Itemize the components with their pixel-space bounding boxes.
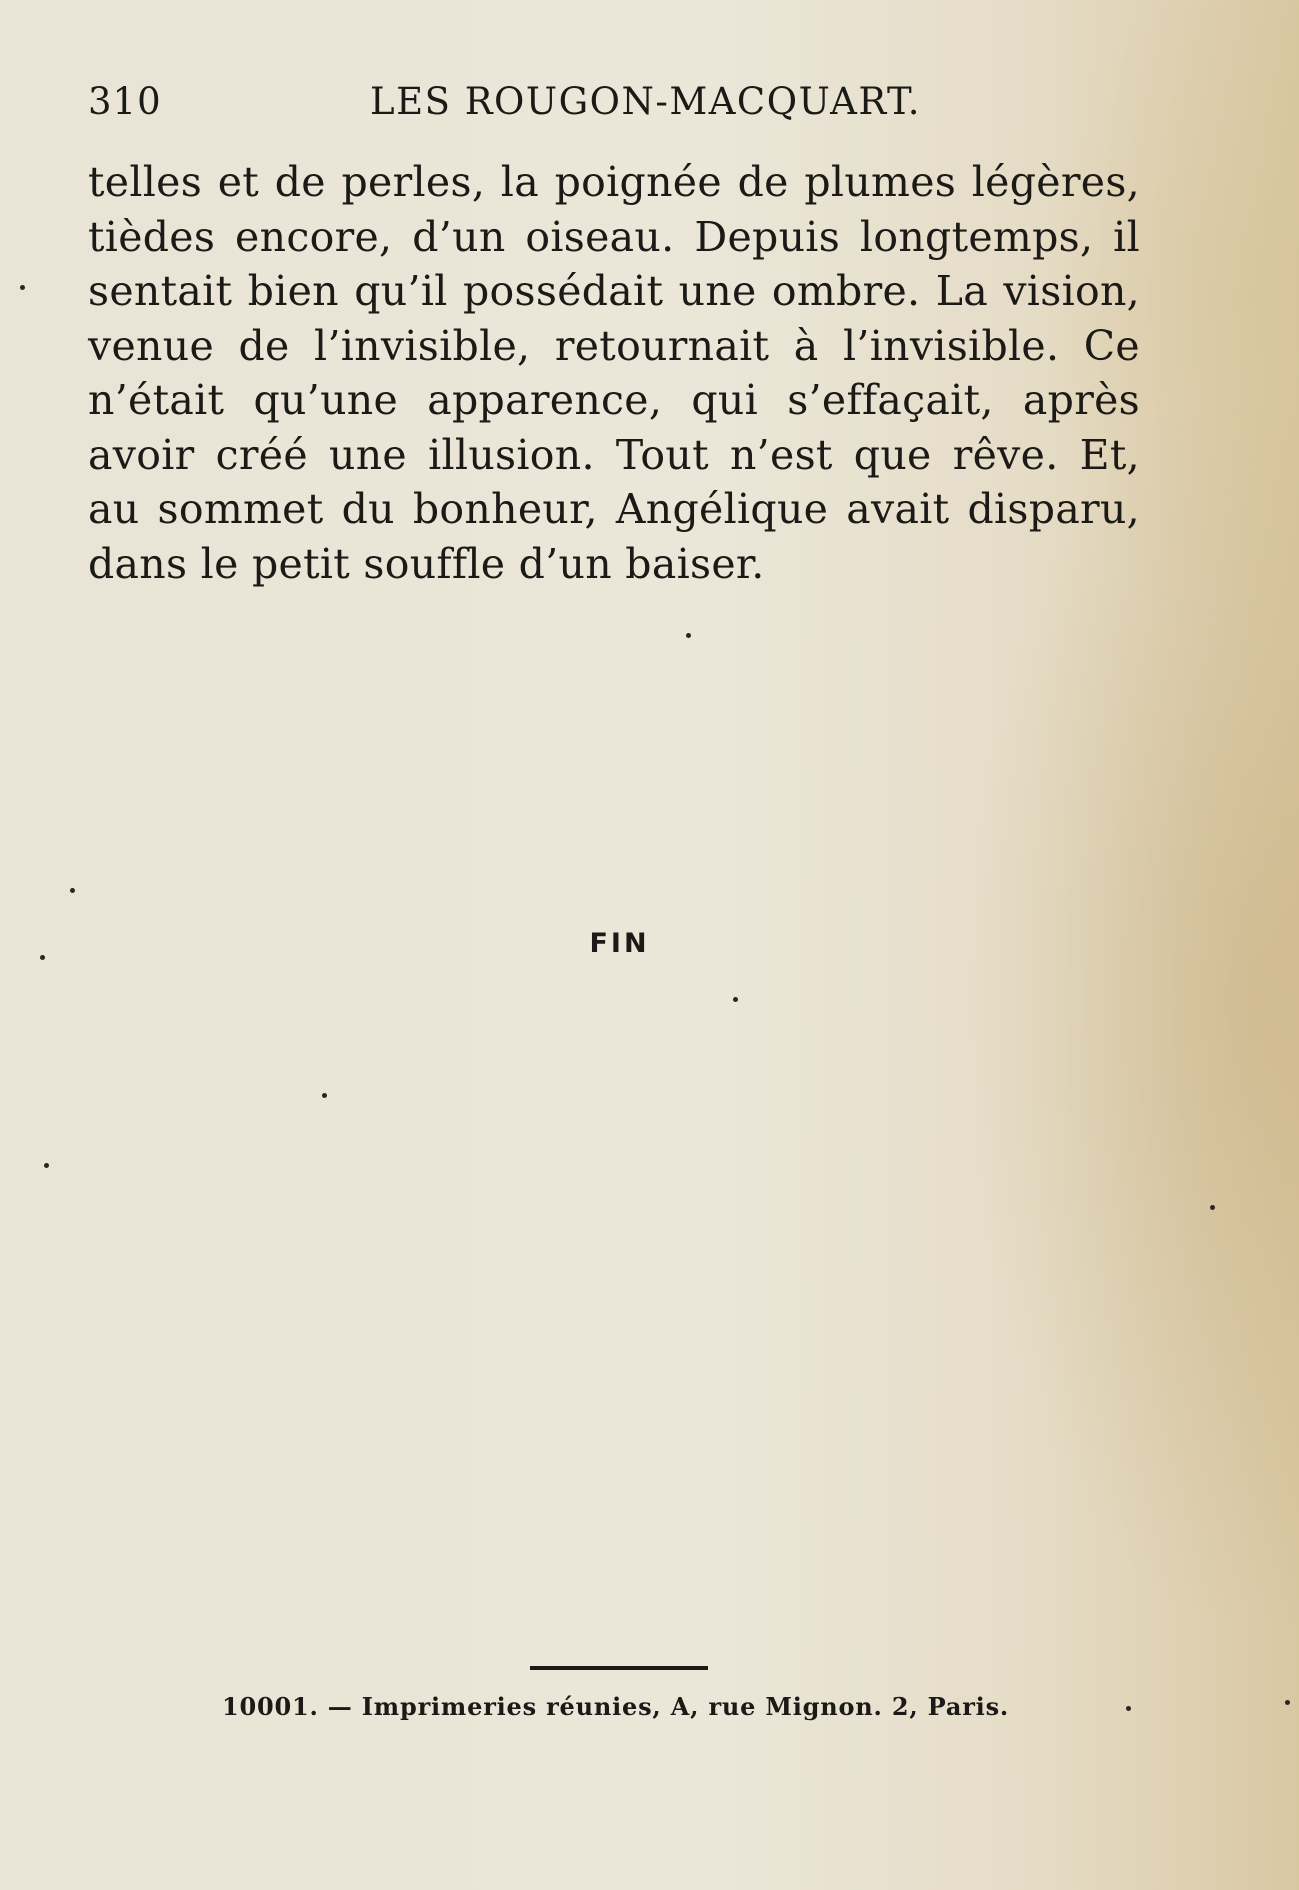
text-line: avoir créé une illusion. Tout n’est que rêve. Et,: [88, 430, 1140, 479]
paper-speck: [40, 955, 45, 960]
paper-speck: [44, 1163, 49, 1168]
running-head: [88, 80, 1138, 130]
printer-imprint: 10001. — Imprimeries réunies, A, rue Mignon. 2, Paris.: [222, 1692, 1010, 1721]
text-line: venue de l’invisible, retournait à l’invisible. Ce: [88, 321, 1140, 370]
paper-speck: [1210, 1205, 1215, 1210]
paper-speck: [1285, 1700, 1290, 1705]
text-line: sentait bien qu’il possédait une ombre. La vision,: [88, 267, 1140, 315]
paper-speck: [1126, 1706, 1131, 1711]
body-text: [88, 155, 1140, 591]
text-line: tièdes encore, d’un oiseau. Depuis longtemps, il: [88, 212, 1140, 261]
page-number: 310: [88, 80, 162, 123]
text-line: dans le petit souffle d’un baiser.: [88, 539, 765, 588]
paper-speck: [20, 285, 25, 290]
end-mark: FIN: [589, 928, 650, 959]
paper-speck: [70, 888, 75, 893]
text-line: au sommet du bonheur, Angélique avait disparu,: [88, 485, 1140, 533]
paper-speck: [733, 997, 738, 1002]
colophon-rule: [530, 1666, 708, 1670]
paper-speck: [686, 633, 691, 638]
paper-speck: [322, 1093, 327, 1098]
text-line: n’était qu’une apparence, qui s’effaçait, après: [88, 376, 1140, 424]
running-title: LES ROUGON-MACQUART.: [370, 80, 922, 123]
text-line: telles et de perles, la poignée de plumes légères,: [88, 158, 1140, 206]
